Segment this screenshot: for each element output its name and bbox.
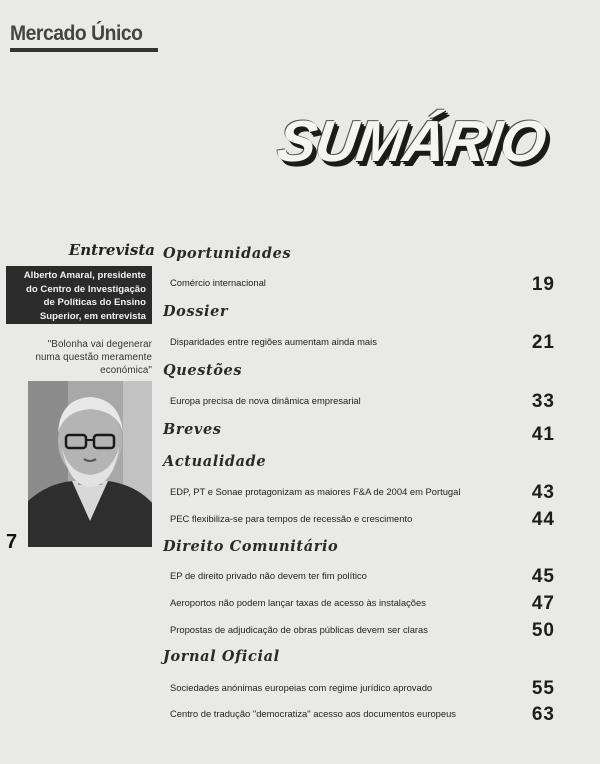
toc-page-number: 55 xyxy=(531,678,555,699)
section-heading-actualidade: Actualidade xyxy=(163,453,267,470)
toc-page-number: 50 xyxy=(531,620,555,641)
section-heading-questoes: Questões xyxy=(163,362,243,379)
section-heading-direito-comunitario: Direito Comunitário xyxy=(163,538,339,555)
section-heading-jornal-oficial: Jornal Oficial xyxy=(163,648,280,665)
interview-caption-box xyxy=(6,266,152,324)
interview-caption-line: Alberto Amaral, presidente xyxy=(23,270,146,281)
toc-page-number: 33 xyxy=(531,391,555,412)
toc-entry-title: Centro de tradução "democratiza" acesso aos documentos europeus xyxy=(170,708,456,719)
toc-entry-title: EP de direito privado não devem ter fim político xyxy=(170,570,367,581)
section-tag: Mercado Único xyxy=(10,22,143,45)
toc-entry-title: Propostas de adjudicação de obras públicas devem ser claras xyxy=(170,624,428,635)
toc-page-number: 47 xyxy=(531,593,555,614)
toc-entry-title: Disparidades entre regiões aumentam ainda mais xyxy=(170,336,377,347)
interview-caption-line: Superior, em entrevista xyxy=(39,310,146,322)
toc-page-number: 41 xyxy=(531,424,555,445)
toc-page-number: 43 xyxy=(531,482,555,503)
interview-page-number: 7 xyxy=(6,531,18,553)
toc-page-number: 44 xyxy=(531,509,555,530)
section-heading-dossier: Dossier xyxy=(163,303,229,320)
toc-entry-title: PEC flexibiliza-se para tempos de recessão e crescimento xyxy=(170,513,413,524)
toc-entry-title: EDP, PT e Sonae protagonizam as maiores F&A de 2004 em Portugal xyxy=(170,486,461,497)
toc-entry-title: Europa precisa de nova dinâmica empresarial xyxy=(170,395,361,406)
interview-quote-line: "Bolonha vai degenerar xyxy=(47,339,152,350)
page-title: SUMÁRIO xyxy=(273,109,550,174)
section-heading-oportunidades: Oportunidades xyxy=(163,245,292,262)
interview-quote-line: económica" xyxy=(100,365,152,376)
toc-page-number: 21 xyxy=(531,332,555,353)
interview-heading: Entrevista xyxy=(68,241,155,259)
interview-caption-line: do Centro de Investigação xyxy=(26,283,146,295)
section-tag-underline xyxy=(10,48,158,52)
toc-entry-title: Aeroportos não podem lançar taxas de acesso às instalações xyxy=(170,597,426,608)
toc-page-number: 19 xyxy=(531,274,555,295)
toc-page-number: 45 xyxy=(531,566,555,587)
portrait-photo-icon xyxy=(28,381,152,547)
interview-quote-line: numa questão meramente xyxy=(35,352,152,363)
interview-caption-line: de Políticas do Ensino xyxy=(43,297,146,308)
toc-entry-title: Comércio internacional xyxy=(170,277,266,288)
toc-page-number: 63 xyxy=(531,704,555,725)
section-heading-breves: Breves xyxy=(163,421,222,438)
interview-quote xyxy=(6,338,152,377)
toc-entry-title: Sociedades anónimas europeias com regime jurídico aprovado xyxy=(170,682,433,693)
